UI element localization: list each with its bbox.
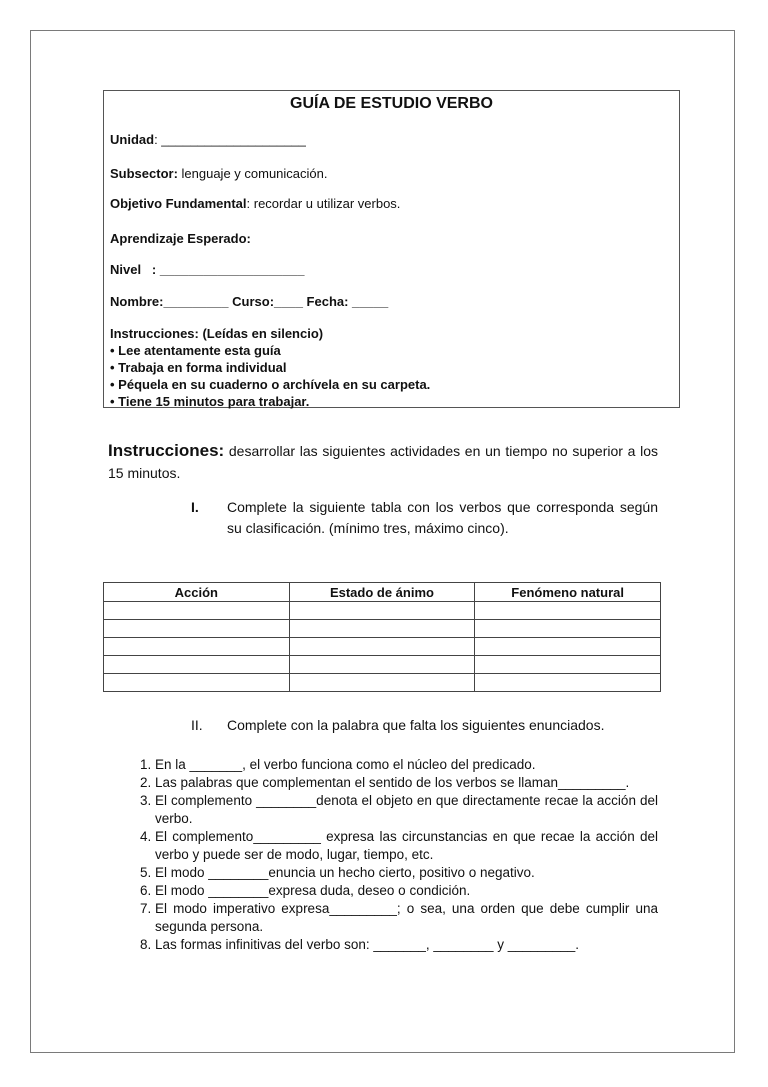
page-title: GUÍA DE ESTUDIO VERBO	[290, 95, 493, 112]
header-instructions-title: Instrucciones: (Leídas en silencio)	[110, 326, 324, 341]
column-header-accion: Acción	[104, 583, 290, 602]
header-instruction-item: • Trabaja en forma individual	[110, 360, 287, 375]
nombre-line	[110, 294, 388, 309]
part-two-text: Complete con la palabra que falta los siguientes enunciados.	[227, 717, 605, 733]
table-cell[interactable]	[289, 656, 475, 674]
table-cell[interactable]	[104, 638, 290, 656]
table-row	[104, 620, 661, 638]
table-row	[104, 602, 661, 620]
header-instruction-item: • Lee atentamente esta guía	[110, 343, 281, 358]
aprendizaje-label: Aprendizaje Esperado:	[110, 231, 251, 246]
table-cell[interactable]	[289, 602, 475, 620]
table-cell[interactable]	[475, 656, 661, 674]
column-header-fenomeno-natural: Fenómeno natural	[475, 583, 661, 602]
table-cell[interactable]	[289, 638, 475, 656]
aprendizaje-line	[110, 231, 251, 246]
nivel-line	[110, 262, 304, 277]
unidad-label: Unidad	[110, 132, 155, 147]
objetivo-label: Objetivo Fundamental	[110, 196, 247, 211]
header-instruction-item: • Péquela en su cuaderno o archívela en su carpeta.	[110, 377, 431, 392]
part-one-number: I.	[191, 499, 199, 515]
table-cell[interactable]	[104, 620, 290, 638]
table-row	[104, 674, 661, 692]
header-box	[103, 90, 680, 408]
list-item: 3. El complemento ________denota el objeto en que directamente recae la acción del verbo.	[155, 792, 658, 828]
column-header-estado-animo: Estado de ánimo	[289, 583, 475, 602]
table-header-row	[104, 583, 661, 602]
instructions-text: desarrollar las siguientes actividades en un tiempo no superior a los 15 minutos.	[108, 443, 658, 481]
table-cell[interactable]	[104, 674, 290, 692]
objetivo-value: : recordar u utilizar verbos.	[246, 196, 401, 211]
subsector-label: Subsector:	[110, 166, 178, 181]
sentences-list	[118, 756, 658, 954]
list-item: 4. El complemento_________ expresa las circunstancias en que recae la acción del verbo y puede ser de modo, lugar, tiempo, etc.	[155, 828, 658, 864]
instructions-label: Instrucciones:	[108, 441, 225, 460]
instructions-paragraph	[108, 440, 658, 484]
part-two-number: II.	[191, 717, 203, 733]
part-one-text: Complete la siguiente tabla con los verbos que corresponda según su clasificación. (mínimo tres, máximo cinco).	[227, 499, 658, 536]
list-item: 6. El modo ________expresa duda, deseo o condición.	[155, 882, 658, 900]
subsector-line	[110, 166, 328, 181]
unidad-line	[110, 132, 306, 147]
header-instructions	[110, 325, 430, 410]
nombre-curso-fecha: Nombre:_________ Curso:____ Fecha: _____	[110, 294, 389, 309]
table-cell[interactable]	[475, 602, 661, 620]
nivel-value: : ____________________	[141, 262, 305, 277]
list-item: 8. Las formas infinitivas del verbo son: _______, ________ y _________.	[155, 936, 658, 954]
header-instruction-item: • Tiene 15 minutos para trabajar.	[110, 394, 310, 409]
table-cell[interactable]	[475, 674, 661, 692]
list-item: 5. El modo ________enuncia un hecho cierto, positivo o negativo.	[155, 864, 658, 882]
list-item: 2. Las palabras que complementan el sentido de los verbos se llaman_________.	[155, 774, 658, 792]
verbs-table	[103, 582, 661, 692]
subsector-value: lenguaje y comunicación.	[177, 166, 328, 181]
table-cell[interactable]	[475, 638, 661, 656]
nivel-label: Nivel	[110, 262, 142, 277]
list-item: 1. En la _______, el verbo funciona como el núcleo del predicado.	[155, 756, 658, 774]
table-cell[interactable]	[104, 602, 290, 620]
table-cell[interactable]	[104, 656, 290, 674]
table-cell[interactable]	[289, 674, 475, 692]
table-row	[104, 656, 661, 674]
objetivo-line	[110, 196, 400, 211]
unidad-value: : ____________________	[154, 132, 306, 147]
table-cell[interactable]	[289, 620, 475, 638]
table-cell[interactable]	[475, 620, 661, 638]
list-item: 7. El modo imperativo expresa_________; o sea, una orden que debe cumplir una segunda persona.	[155, 900, 658, 936]
table-row	[104, 638, 661, 656]
